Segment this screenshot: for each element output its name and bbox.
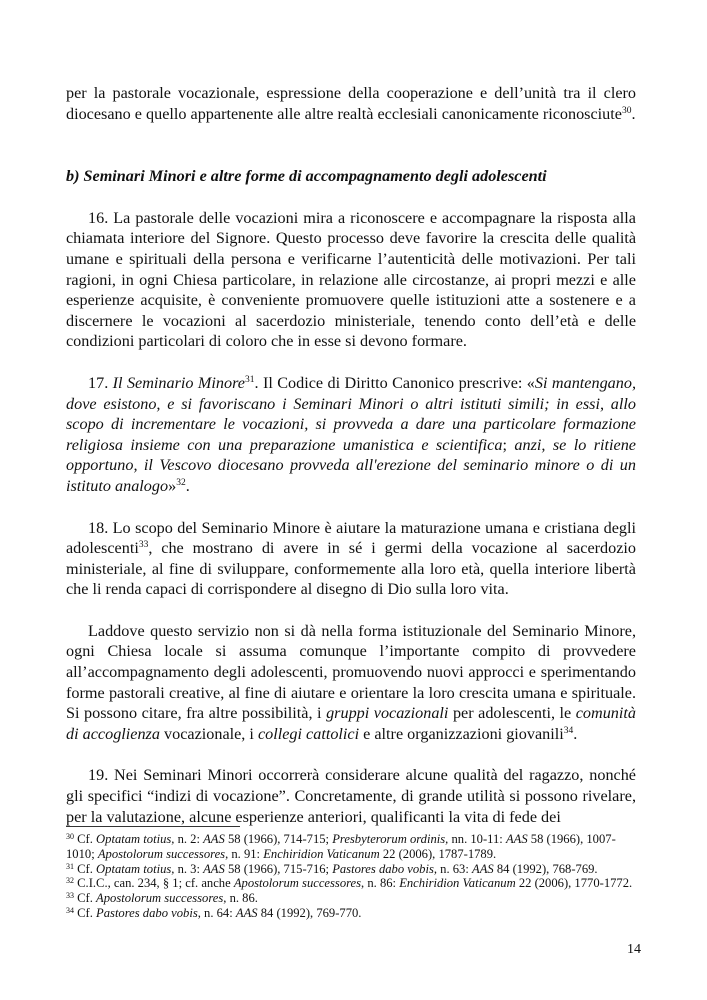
fn-text: n. 3:	[174, 861, 204, 876]
punctuation: ;	[502, 435, 515, 454]
page-number: 14	[627, 942, 641, 957]
paragraph-17	[66, 373, 636, 497]
paragraph-16: 16. La pastorale delle vocazioni mira a riconoscere e accompagnare la risposta alla chiamata interiore del Signore. Questo processo deve favorire la crescita delle qualità umane e spirituali della persona e verificarne l’autenticità delle motivazioni. Per tali ragioni, in ogni Chiesa particolare, in relazione alle circostanze, ai propri mezzi e alle esperienze acquisite, è conveniente promuovere quelle istituzioni atte a sostenere e a discernere le vocazioni al sacerdozio ministeriale, tenendo conto dell’età e delle condizioni particolari di coloro che in esse si devono formare.	[66, 208, 636, 351]
fn-italic: Pastores dabo vobis	[96, 905, 198, 920]
footnote-33	[66, 891, 638, 906]
footnote-number: 32	[66, 876, 74, 886]
fn-italic: AAS	[235, 905, 258, 920]
fn-italic: Enchiridion Vaticanum	[399, 876, 516, 891]
footnote-ref-30[interactable]: 30	[621, 105, 632, 116]
footnote-ref-31[interactable]: 31	[244, 374, 255, 385]
fn-text: Cf.	[74, 832, 97, 846]
continuation-text: per la pastorale vocazionale, espressione della cooperazione e dell’unità tra il clero diocesano e quello appartenente alle altre realtà ecclesiali canonicamente riconosciute	[66, 84, 636, 123]
fn-text: Cf.	[74, 861, 97, 876]
fn-text: 58 (1966), 1007-1010;	[66, 832, 616, 861]
fn-italic: Apostolorum successores	[96, 891, 224, 906]
fn-italic: Optatam totius,	[96, 832, 175, 846]
fn-text: 84 (1992), 769-770.	[257, 905, 362, 920]
fn-italic: AAS	[472, 861, 494, 876]
italic-term: collegi cattolici	[257, 724, 360, 743]
fn-text: Cf.	[74, 905, 97, 920]
footnote-ref-32[interactable]: 32	[176, 477, 186, 488]
fn-text: C.I.C., can. 234, § 1; cf. anche	[74, 876, 234, 891]
paragraph-title: Il Seminario Minore	[112, 373, 245, 392]
footnote-separator	[66, 826, 240, 827]
footnote-number: 34	[66, 905, 74, 915]
footnote-number: 30	[66, 832, 74, 841]
footnote-number: 31	[66, 861, 74, 871]
footnote-ref-34[interactable]: 34	[563, 725, 574, 736]
paragraph-text: 18. Lo scopo del Seminario Minore è aiutare la maturazione umana e cristiana degli adolescenti	[66, 518, 636, 558]
fn-italic: Optatam totius,	[96, 861, 175, 876]
fn-text: nn. 10-11:	[448, 832, 506, 846]
fn-text: 58 (1966), 714-715;	[224, 832, 333, 846]
fn-text: , n. 86.	[223, 891, 258, 906]
fn-text: 22 (2006), 1787-1789.	[379, 846, 497, 861]
punctuation: .	[631, 104, 636, 123]
italic-term: comunità di accoglienza	[66, 704, 636, 743]
footnote-30	[66, 832, 638, 862]
fn-text: Cf.	[74, 891, 97, 906]
paragraph-text: Laddove questo servizio non si dà nella forma istituzionale del Seminario Minore, ogni Chiesa locale si assuma comunque l’importante compito di provvedere all’accompagnamento degli adolescenti, promuovendo nuovi approcci e sperimentando forme pastorali creative, al fine di aiutare e orientare la loro crescita umana e spirituale. Si possono citare, fra altre possibilità, i	[66, 621, 636, 723]
fn-italic: Presbyterorum ordinis,	[332, 832, 449, 846]
fn-text: , n. 91:	[225, 846, 264, 861]
fn-text: , n. 86:	[361, 876, 400, 891]
fn-italic: AAS	[203, 861, 225, 876]
footnotes	[66, 826, 638, 921]
fn-italic: Apostolorum successores	[233, 876, 362, 891]
lead-text: . Il Codice di Diritto Canonico prescrive: «	[254, 373, 535, 392]
footnote-31	[66, 862, 638, 877]
paragraph-number: 17.	[88, 373, 113, 392]
section-heading: b) Seminari Minori e altre forme di accompagnamento degli adolescenti	[66, 167, 547, 186]
quote-text: anzi, se lo ritiene opportuno, il Vescovo diocesano provveda all'erezione del seminario minore o di un istituto analogo	[66, 435, 636, 495]
punctuation: .	[573, 724, 578, 743]
fn-text: 22 (2006), 1770-1772.	[515, 876, 633, 891]
punctuation: .	[185, 476, 190, 495]
footnote-number: 33	[66, 891, 74, 901]
fn-italic: Apostolorum successores	[97, 846, 226, 861]
footnote-ref-33[interactable]: 33	[138, 540, 149, 551]
page-body	[66, 83, 636, 827]
continuation-paragraph	[66, 83, 636, 124]
fn-italic: Enchiridion Vaticanum	[263, 846, 380, 861]
fn-text: , n. 64:	[197, 905, 236, 920]
paragraph-18	[66, 518, 636, 600]
fn-italic: AAS	[505, 832, 528, 846]
paragraph-text: e altre organizzazioni giovanili	[359, 724, 564, 743]
fn-italic: AAS	[203, 832, 225, 846]
fn-text: n. 63:	[437, 861, 472, 876]
fn-text: n. 2:	[174, 832, 204, 846]
punctuation: »	[168, 476, 177, 495]
footnote-32	[66, 876, 638, 891]
footnote-34	[66, 906, 638, 921]
paragraph-text: per adolescenti, le	[448, 704, 576, 723]
paragraph-18-continued	[66, 621, 636, 745]
quote-text: Si mantengano, dove esistono, e si favoriscano i Seminari Minori o altri istituti simili; in essi, allo scopo di incrementare le vocazioni, si provveda a dare una particolare formazione religiosa insieme con una preparazione umanistica e scientifica	[66, 373, 636, 454]
italic-term: gruppi vocazionali	[326, 704, 449, 723]
fn-text: 84 (1992), 768-769.	[493, 861, 598, 876]
paragraph-text: , che mostrano di avere in sé i germi della vocazione al sacerdozio ministeriale, al fine di sviluppare, conformemente alla loro età, quella interiore libertà che li renda capaci di corrispondere al disegno di Dio sulla loro vita.	[66, 539, 636, 599]
paragraph-19: 19. Nei Seminari Minori occorrerà considerare alcune qualità del ragazzo, nonché gli specifici “indizi di vocazione”. Concretamente, di grande utilità si possono rivelare, per la valutazione, alcune esperienze anteriori, qualificanti la vita di fede dei	[66, 766, 636, 826]
paragraph-text: vocazionale, i	[159, 724, 258, 743]
fn-text: 58 (1966), 715-716;	[224, 861, 333, 876]
fn-italic: Pastores dabo vobis,	[332, 861, 438, 876]
